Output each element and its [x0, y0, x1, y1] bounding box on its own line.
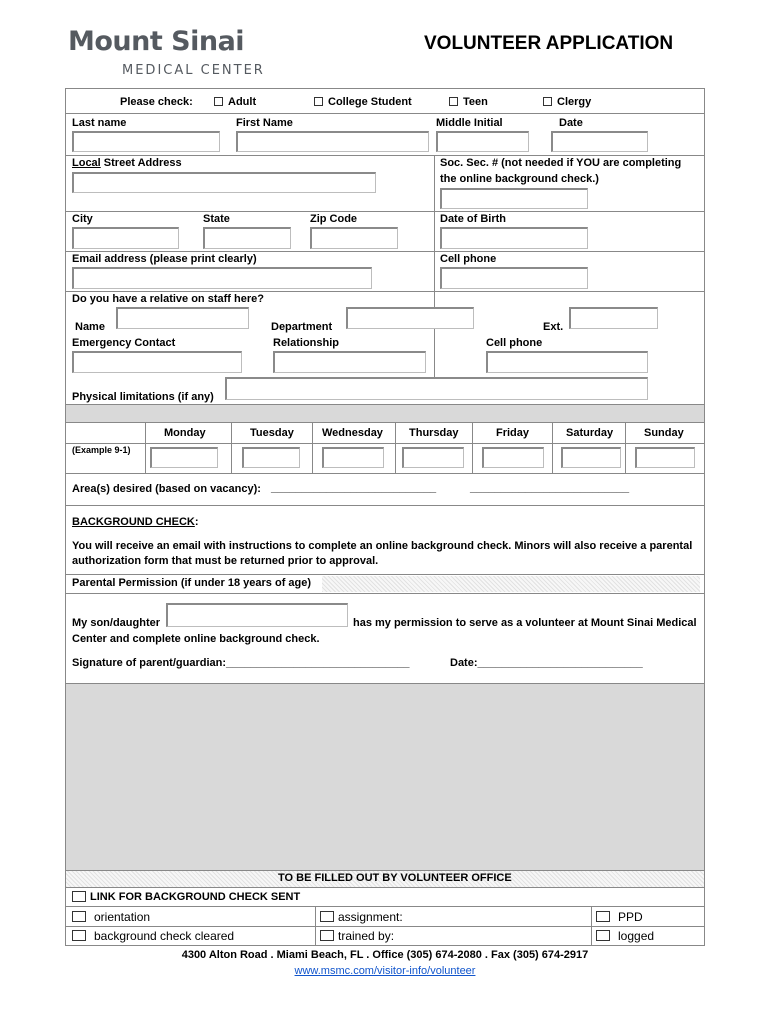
city-label: City: [72, 213, 93, 225]
sunday-input[interactable]: [635, 447, 695, 468]
please-check-label: Please check:: [120, 96, 193, 108]
emergency-cell-label: Cell phone: [486, 337, 543, 349]
office-heading: TO BE FILLED OUT BY VOLUNTEER OFFICE: [278, 872, 512, 884]
areas-blank-2[interactable]: __________________________: [470, 482, 630, 494]
divider: [66, 211, 704, 212]
friday-input[interactable]: [482, 447, 544, 468]
emergency-cell-input[interactable]: [486, 351, 648, 373]
checkbox-icon: [214, 97, 223, 106]
ssn-label-2: the online background check.): [440, 173, 599, 185]
divider: [66, 291, 704, 292]
physical-limitations-input[interactable]: [225, 377, 648, 400]
divider: [66, 251, 704, 252]
last-name-label: Last name: [72, 117, 127, 129]
divider: [66, 593, 704, 594]
link-sent-label: LINK FOR BACKGROUND CHECK SENT: [90, 891, 301, 903]
divider: [66, 473, 704, 474]
first-name-input[interactable]: [236, 131, 429, 152]
column-divider: [625, 422, 626, 473]
parent-signature-line[interactable]: Signature of parent/guardian:______________________________: [72, 657, 410, 669]
cell-phone-input[interactable]: [440, 267, 588, 289]
divider: [66, 404, 704, 405]
monday-input[interactable]: [150, 447, 218, 468]
logo-main-text: Mount Sinai: [68, 26, 245, 57]
day-friday: Friday: [496, 427, 530, 439]
column-divider: [552, 422, 553, 473]
physical-limitations-label: Physical limitations (if any): [72, 391, 214, 403]
column-divider: [472, 422, 473, 473]
hatch-band: [322, 576, 700, 592]
divider: [66, 155, 704, 156]
dob-label: Date of Birth: [440, 213, 506, 225]
background-check-heading: BACKGROUND CHECK:: [72, 516, 199, 528]
grey-block: [66, 684, 704, 870]
permission-text: has my permission to serve as a volunteer at Mount Sinai Medical: [353, 617, 697, 629]
checkbox-icon: [543, 97, 552, 106]
ssn-input[interactable]: [440, 188, 588, 209]
check-college-student[interactable]: College Student: [314, 96, 412, 108]
day-wednesday: Wednesday: [322, 427, 383, 439]
relationship-label: Relationship: [273, 337, 340, 349]
trained-by-label: trained by:: [338, 929, 395, 943]
divider: [66, 887, 704, 888]
state-label: State: [203, 213, 230, 225]
parent-date-line[interactable]: Date:___________________________: [450, 657, 643, 669]
form-title: VOLUNTEER APPLICATION: [424, 33, 674, 54]
section-band: [66, 405, 704, 422]
background-check-text-2: authorization form that must be returned prior to approval.: [72, 555, 379, 567]
middle-initial-label: Middle Initial: [436, 117, 503, 129]
column-divider: [434, 155, 435, 400]
day-sunday: Sunday: [644, 427, 684, 439]
divider: [66, 906, 704, 907]
logged-checkbox[interactable]: [596, 930, 610, 941]
date-input[interactable]: [551, 131, 648, 152]
state-input[interactable]: [203, 227, 291, 249]
son-daughter-label: My son/daughter: [72, 617, 161, 629]
areas-desired-label: Area(s) desired (based on vacancy):: [72, 483, 261, 495]
background-cleared-label: background check cleared: [94, 929, 235, 943]
ext-label: Ext.: [543, 321, 564, 333]
divider: [66, 505, 704, 506]
department-label: Department: [271, 321, 333, 333]
logo-sub-text: MEDICAL CENTER: [122, 63, 265, 78]
day-monday: Monday: [164, 427, 206, 439]
checkbox-icon: [314, 97, 323, 106]
column-divider: [231, 422, 232, 473]
check-clergy[interactable]: Clergy: [543, 96, 591, 108]
column-divider: [395, 422, 396, 473]
parental-heading: Parental Permission (if under 18 years of age): [72, 577, 312, 589]
relative-question: Do you have a relative on staff here?: [72, 293, 264, 305]
day-saturday: Saturday: [566, 427, 614, 439]
date-label: Date: [559, 117, 583, 129]
zip-label: Zip Code: [310, 213, 358, 225]
ppd-checkbox[interactable]: [596, 911, 610, 922]
city-input[interactable]: [72, 227, 179, 249]
thursday-input[interactable]: [402, 447, 464, 468]
relative-name-input[interactable]: [116, 307, 249, 329]
cell-phone-label: Cell phone: [440, 253, 497, 265]
divider: [66, 574, 704, 575]
street-address-input[interactable]: [72, 172, 376, 193]
column-divider: [145, 422, 146, 473]
divider: [66, 422, 704, 423]
saturday-input[interactable]: [561, 447, 621, 468]
background-check-text-1: You will receive an email with instructions to complete an online background check. Minors will also receive a parental: [72, 540, 693, 552]
relationship-input[interactable]: [273, 351, 426, 373]
relative-ext-input[interactable]: [569, 307, 658, 329]
trained-by-checkbox[interactable]: [320, 930, 334, 941]
divider: [66, 926, 704, 927]
day-thursday: Thursday: [409, 427, 459, 439]
assignment-label: assignment:: [338, 910, 403, 924]
logged-label: logged: [618, 929, 655, 943]
orientation-label: orientation: [94, 910, 151, 924]
orientation-checkbox[interactable]: [72, 911, 86, 922]
ppd-label: PPD: [618, 910, 643, 924]
wednesday-input[interactable]: [322, 447, 384, 468]
divider: [66, 113, 704, 114]
areas-blank-1[interactable]: ___________________________: [271, 482, 437, 494]
footer-address: 4300 Alton Road . Miami Beach, FL . Office (305) 674-2080 . Fax (305) 674-2917: [181, 949, 589, 961]
assignment-checkbox[interactable]: [320, 911, 334, 922]
check-adult[interactable]: Adult: [214, 96, 256, 108]
last-name-input[interactable]: [72, 131, 220, 152]
relative-name-label: Name: [75, 321, 105, 333]
check-teen[interactable]: Teen: [449, 96, 488, 108]
email-input[interactable]: [72, 267, 372, 289]
son-daughter-input[interactable]: [166, 603, 348, 627]
permission-text-2: Center and complete online background check.: [72, 633, 320, 645]
email-label: Email address (please print clearly): [72, 253, 257, 265]
tuesday-input[interactable]: [242, 447, 300, 468]
dob-input[interactable]: [440, 227, 588, 249]
street-address-label: Local Street Address: [72, 157, 182, 169]
emergency-contact-label: Emergency Contact: [72, 337, 176, 349]
link-sent-checkbox[interactable]: [72, 891, 86, 902]
footer-link-row: [0, 965, 770, 977]
ssn-label-1: Soc. Sec. # (not needed if YOU are completing: [440, 157, 682, 169]
relative-department-input[interactable]: [346, 307, 474, 329]
middle-initial-input[interactable]: [436, 131, 529, 152]
zip-input[interactable]: [310, 227, 398, 249]
day-tuesday: Tuesday: [250, 427, 294, 439]
example-label: (Example 9-1): [72, 445, 131, 455]
divider: [66, 443, 704, 444]
checkbox-icon: [449, 97, 458, 106]
emergency-contact-input[interactable]: [72, 351, 242, 373]
column-divider: [312, 422, 313, 473]
background-cleared-checkbox[interactable]: [72, 930, 86, 941]
first-name-label: First Name: [236, 117, 293, 129]
volunteer-link[interactable]: www.msmc.com/visitor-info/volunteer: [294, 965, 476, 977]
